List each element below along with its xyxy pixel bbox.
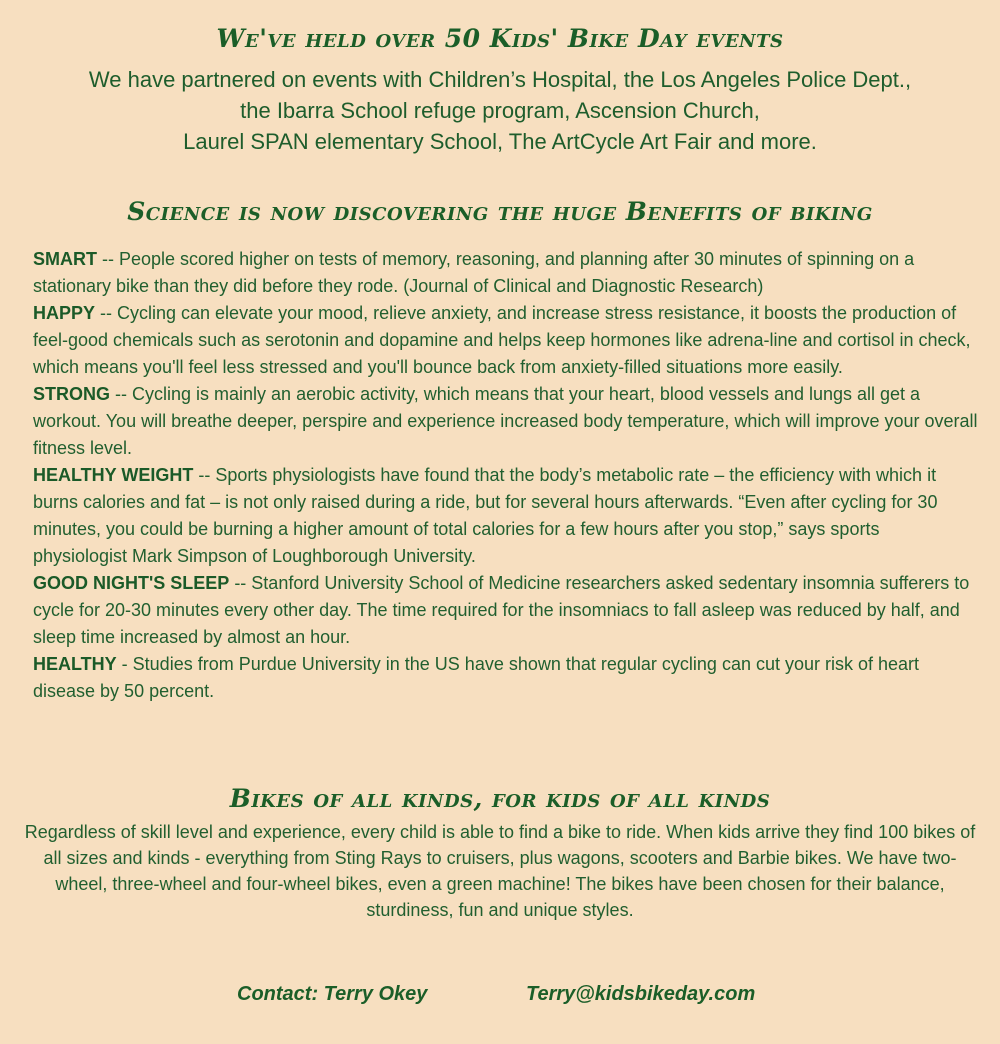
benefit-text: -- Sports physiologists have found that the body’s metabolic rate – the efficiency with which it burns calories and fat – is not only raised during a ride, but for several hours afterwards. “Even after cycling for 30 minutes, you could be burning a higher amount of total calories for a few hours after you stop,” says sports physiologist Mark Simpson of Loughborough University.	[33, 465, 938, 566]
benefit-good-nights-sleep	[33, 570, 978, 651]
kinds-heading: Bikes of all kinds, for kids of all kinds	[229, 784, 771, 813]
benefit-label: HEALTHY	[33, 654, 117, 674]
benefit-text: - Studies from Purdue University in the US have shown that regular cycling can cut your risk of heart disease by 50 percent.	[33, 654, 920, 701]
benefit-text: -- People scored higher on tests of memory, reasoning, and planning after 30 minutes of spinning on a stationary bike than they did before they rode. (Journal of Clinical and Diagnostic Research)	[33, 249, 915, 296]
benefit-text: -- Cycling can elevate your mood, relieve anxiety, and increase stress resistance, it boosts the production of feel-good chemicals such as serotonin and dopamine and helps keep hormones like adrena-line and cortisol in check, which means you'll feel less stressed and you'll bounce back from anxiety-filled situations more easily.	[33, 303, 971, 377]
benefit-label: SMART	[33, 249, 97, 269]
benefit-text: -- Cycling is mainly an aerobic activity, which means that your heart, blood vessels and lungs all get a workout. You will breathe deeper, perspire and experience increased body temperature, which will improve your overall fitness level.	[33, 384, 978, 458]
benefit-label: HAPPY	[33, 303, 96, 323]
contact-name: Contact: Terry Okey	[237, 983, 428, 1005]
benefit-happy	[33, 300, 978, 381]
events-intro	[40, 64, 960, 157]
benefit-label: HEALTHY WEIGHT	[33, 465, 194, 485]
contact-email[interactable]: Terry@kidsbikeday.com	[526, 983, 756, 1005]
benefit-healthy-weight	[33, 462, 978, 570]
science-heading: Science is now discovering the huge Benefits of biking	[127, 197, 873, 226]
benefit-label: STRONG	[33, 384, 111, 404]
benefit-strong	[33, 381, 978, 462]
events-intro-line: Laurel SPAN elementary School, The ArtCycle Art Fair and more.	[183, 129, 817, 154]
benefit-healthy	[33, 651, 978, 705]
benefit-smart	[33, 246, 978, 300]
benefits-list	[33, 246, 978, 705]
events-heading: We've held over 50 Kids' Bike Day events	[216, 24, 784, 53]
events-intro-line: the Ibarra School refuge program, Ascension Church,	[240, 98, 760, 123]
benefit-text: -- Stanford University School of Medicine researchers asked sedentary insomnia sufferers to cycle for 20-30 minutes every other day. The time required for the insomniacs to fall asleep was reduced by half, and sleep time increased by almost an hour.	[33, 573, 970, 647]
events-intro-line: We have partnered on events with Children’s Hospital, the Los Angeles Police Dept.,	[88, 67, 912, 92]
kinds-text: Regardless of skill level and experience, every child is able to find a bike to ride. When kids arrive they find 100 bikes of all sizes and kinds - everything from Sting Rays to cruisers, plus wagons, scooters and Barbie bikes. We have two-wheel, three-wheel and four-wheel bikes, even a green machine! The bikes have been chosen for their balance, sturdiness, fun and unique styles.	[24, 822, 976, 920]
benefit-label: GOOD NIGHT'S SLEEP	[33, 573, 230, 593]
